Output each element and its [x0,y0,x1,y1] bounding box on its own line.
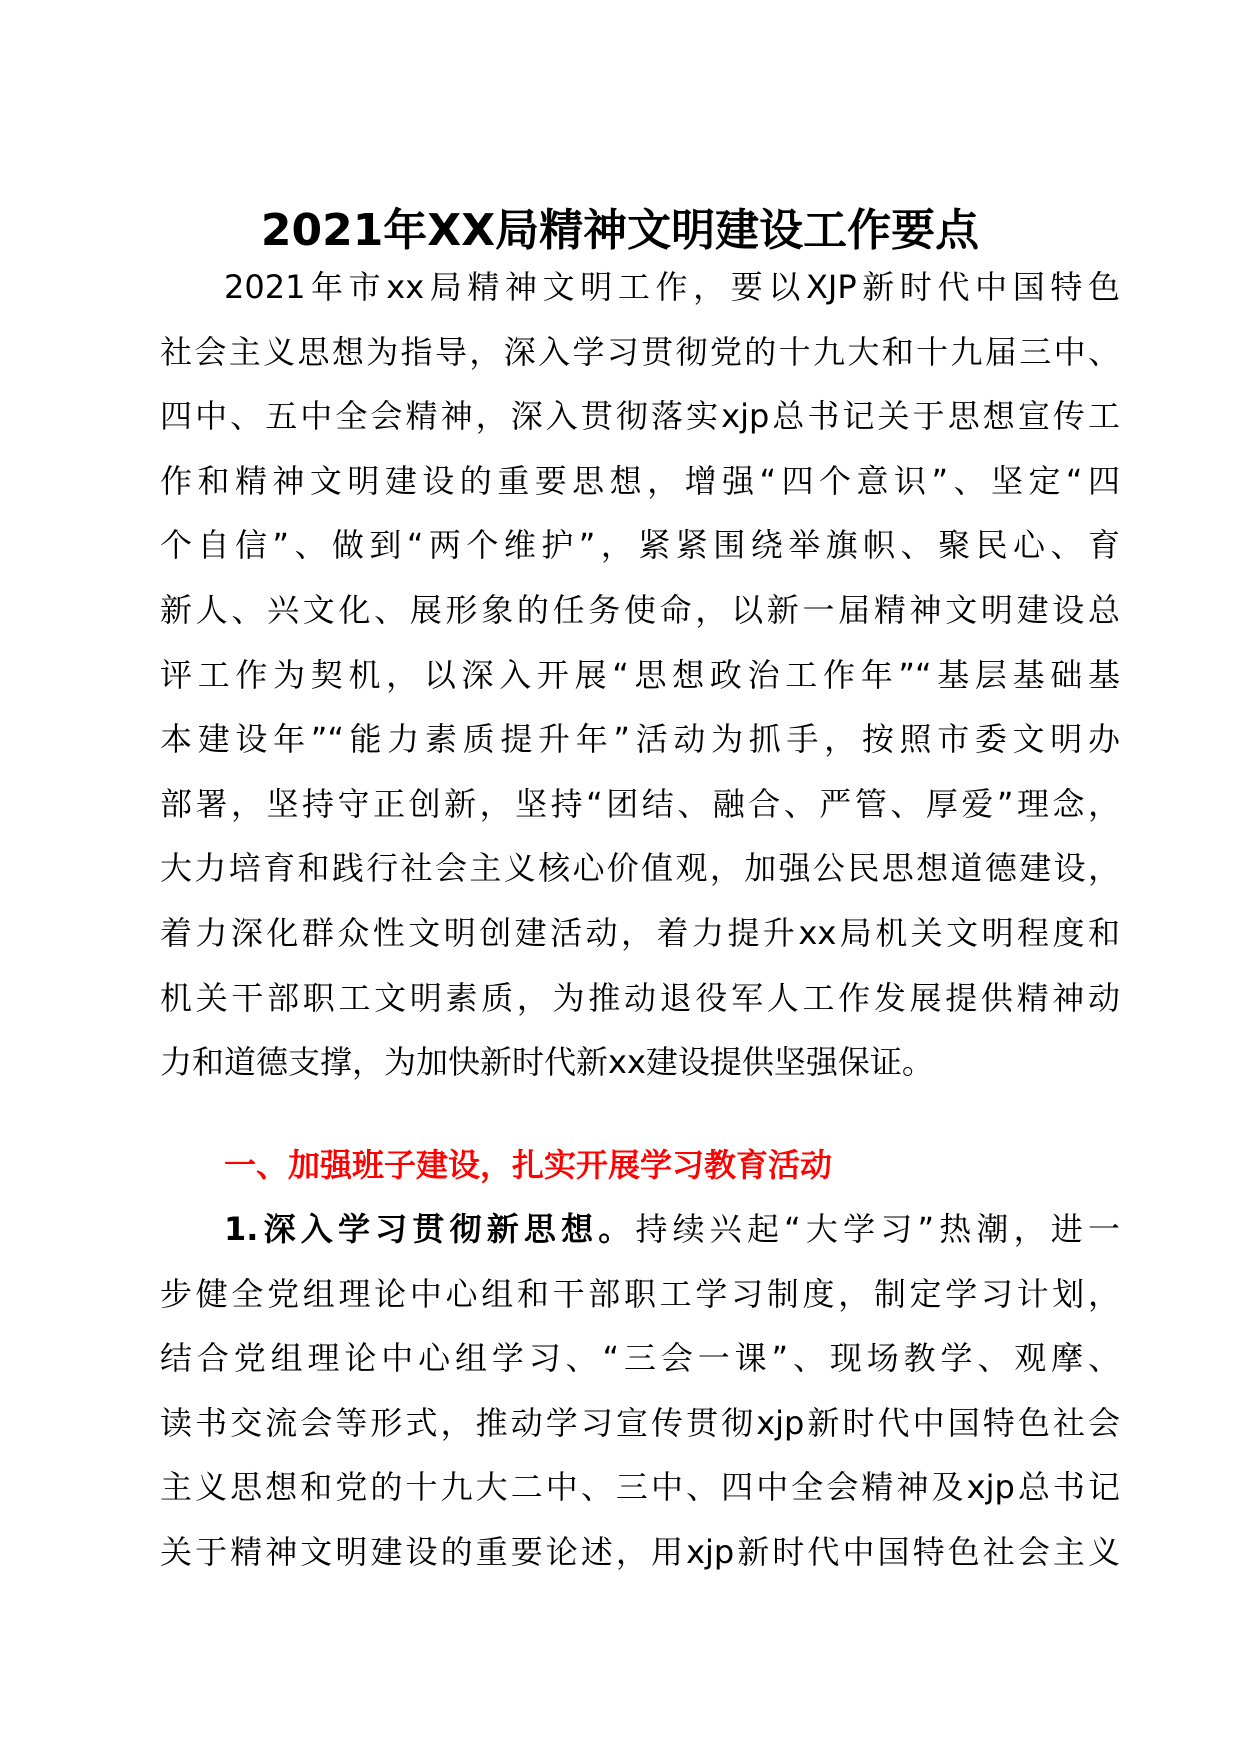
text-line: 本建设年”“能力素质提升年”活动为抓手，按照市委文明办 [160,720,1120,759]
text-line: 2021年市xx局精神文明工作，要以XJP新时代中国特色 [224,268,1120,306]
item-text: 持续兴起“大学习”热潮，进一 [635,1210,1120,1248]
text-line: 社会主义思想为指导，深入学习贯彻党的十九大和十九届三中、 [160,332,1120,371]
text-line: 着力深化群众性文明创建活动，着力提升xx局机关文明程度和 [160,913,1120,952]
item-1-paragraph [160,1197,1120,1585]
item-title: 1.深入学习贯彻新思想。 [224,1210,636,1248]
text-line: 四中、五中全会精神，深入贯彻落实xjp总书记关于思想宣传工 [160,397,1120,436]
document-title: 2021年XX局精神文明建设工作要点 [260,205,980,256]
text-line: 大力培育和践行社会主义核心价值观，加强公民思想道德建设， [160,849,1120,888]
text-line: 部署，坚持守正创新，坚持“团结、融合、严管、厚爱”理念， [160,784,1120,823]
text-line [160,1197,1120,1262]
text-line: 主义思想和党的十九大二中、三中、四中全会精神及xjp总书记 [160,1468,1120,1507]
text-line: 步健全党组理论中心组和干部职工学习制度，制定学习计划， [160,1274,1120,1313]
text-line: 作和精神文明建设的重要思想，增强“四个意识”、坚定“四 [160,461,1120,500]
section-heading: 一、加强班子建设，扎实开展学习教育活动 [224,1146,833,1184]
text-line: 关于精神文明建设的重要论述，用xjp新时代中国特色社会主义 [160,1532,1120,1571]
text-line: 结合党组理论中心组学习、“三会一课”、现场教学、观摩、 [160,1339,1120,1378]
text-line: 评工作为契机，以深入开展“思想政治工作年”“基层基础基 [160,655,1120,694]
text-line: 力和道德支撑，为加快新时代新xx建设提供坚强保证。 [160,1043,934,1082]
text-line: 新人、兴文化、展形象的任务使命，以新一届精神文明建设总 [160,590,1120,629]
text-line: 机关干部职工文明素质，为推动退役军人工作发展提供精神动 [160,978,1120,1017]
text-line: 读书交流会等形式，推动学习宣传贯彻xjp新时代中国特色社会 [160,1403,1120,1442]
text-line: 个自信”、做到“两个维护”，紧紧围绕举旗帜、聚民心、育 [160,526,1120,565]
intro-paragraph [160,255,1120,1095]
